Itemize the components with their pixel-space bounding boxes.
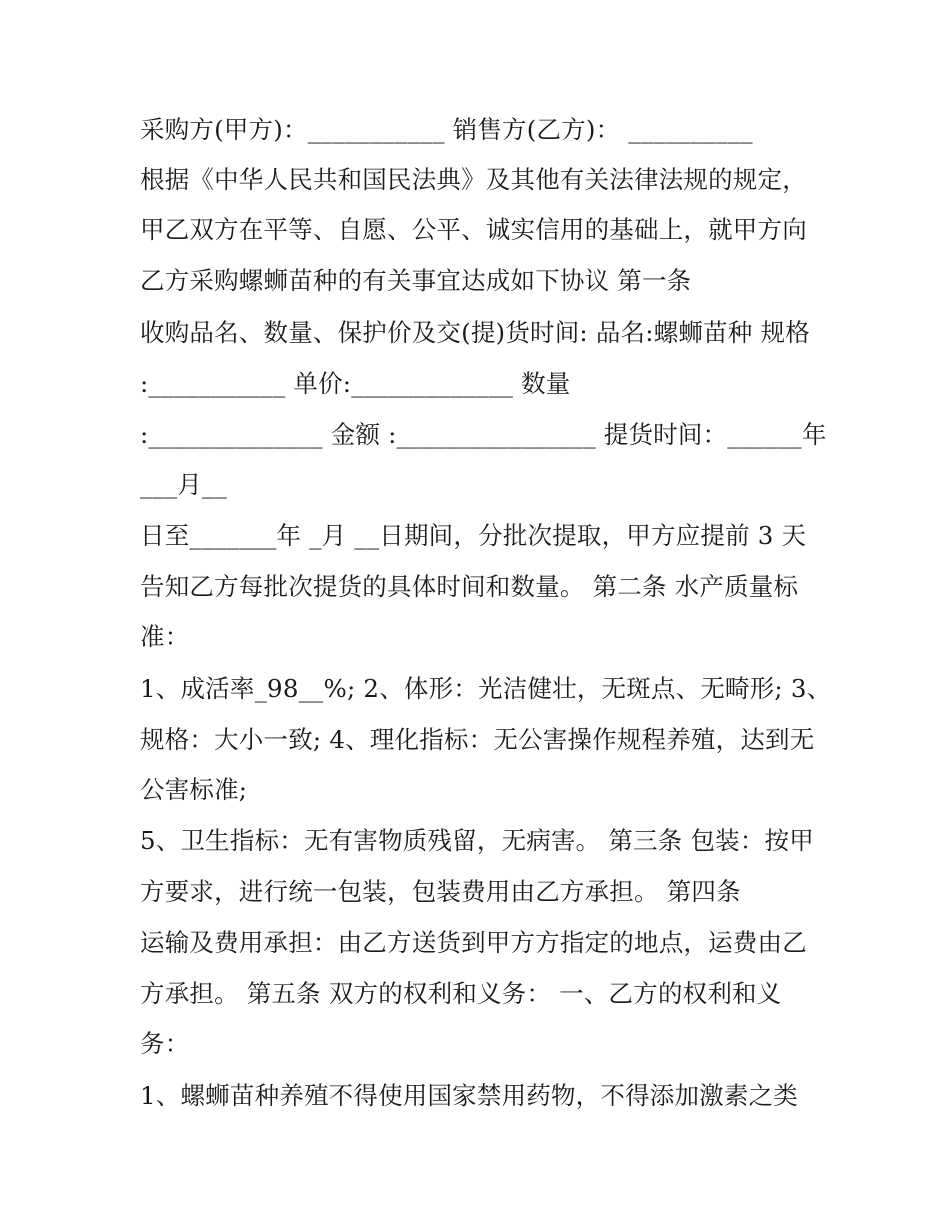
contract-line: 方要求，进行统一包装，包装费用由乙方承担。 第四条 bbox=[140, 877, 741, 906]
contract-line: 1、成活率_98__%; 2、体形：光洁健壮，无斑点、无畸形; 3、 bbox=[140, 674, 832, 703]
contract-line: 务： bbox=[140, 1029, 190, 1058]
contract-line: :___________ 单价:_____________ 数量 bbox=[140, 369, 571, 398]
contract-line: 规格：大小一致; 4、理化指标：无公害操作规程养殖，达到无 bbox=[140, 725, 815, 754]
contract-line: 收购品名、数量、保护价及交(提)货时间: 品名:螺蛳苗种 规格 bbox=[140, 318, 810, 347]
contract-line: 告知乙方每批次提货的具体时间和数量。 第二条 水产质量标 bbox=[140, 572, 799, 601]
contract-line: 采购方(甲方)：___________ 销售方(乙方)： __________ bbox=[140, 115, 753, 144]
contract-line: 乙方采购螺蛳苗种的有关事宜达成如下协议 第一条 bbox=[140, 266, 692, 295]
contract-line: :______________ 金额 :________________ 提货时间：______年 bbox=[140, 420, 827, 449]
contract-line: 公害标准; bbox=[140, 775, 248, 804]
contract-line: ___月__ bbox=[140, 470, 227, 499]
contract-line: 日至_______年 _月 __日期间，分批次提取，甲方应提前 3 天 bbox=[140, 521, 807, 550]
contract-line: 甲乙双方在平等、自愿、公平、诚实信用的基础上，就甲方向 bbox=[140, 215, 807, 244]
contract-line: 5、卫生指标：无有害物质残留，无病害。 第三条 包装：按甲 bbox=[140, 826, 814, 855]
contract-line: 方承担。 第五条 双方的权利和义务： 一、乙方的权利和义 bbox=[140, 979, 782, 1008]
contract-line: 运输及费用承担：由乙方送货到甲方方指定的地点，运费由乙 bbox=[140, 928, 807, 957]
contract-line: 1、螺蛳苗种养殖不得使用国家禁用药物，不得添加激素之类 bbox=[140, 1081, 798, 1110]
contract-line: 根据《中华人民共和国民法典》及其他有关法律法规的规定， bbox=[140, 165, 807, 194]
contract-line: 准： bbox=[140, 622, 190, 651]
